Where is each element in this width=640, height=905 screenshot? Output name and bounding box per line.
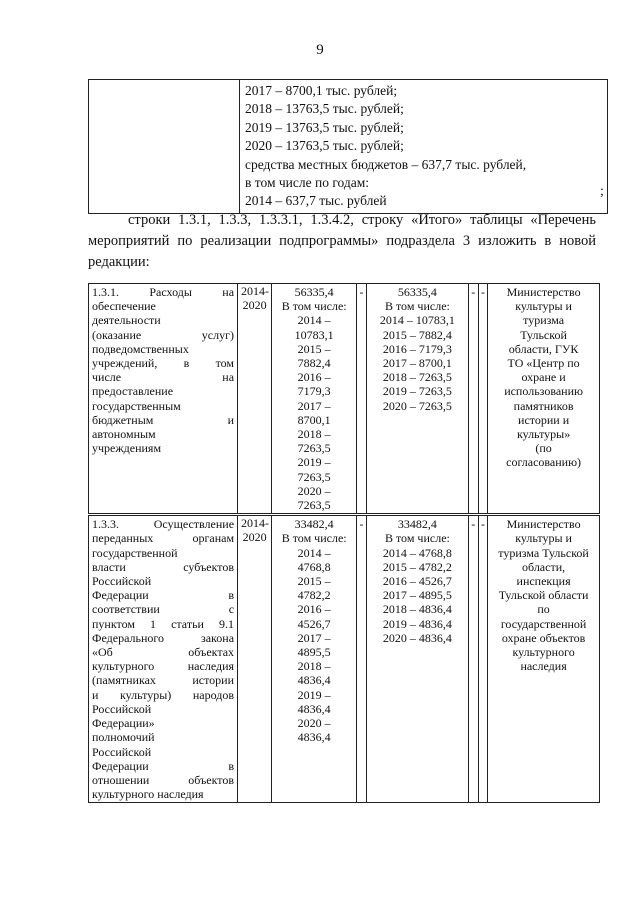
cell-line: (памятниках истории xyxy=(92,673,235,688)
cell-line: В том числе: xyxy=(384,531,450,546)
federal-funding-cell: - xyxy=(357,515,367,803)
regional-funding-cell xyxy=(366,284,468,515)
cell-line: соответствии с xyxy=(92,602,235,617)
funding-line: 2019 – 13763,5 тыс. рублей; xyxy=(245,119,404,135)
measure-name-cell xyxy=(89,515,238,803)
cell-line: и культуры) народов xyxy=(92,687,235,702)
cell-line: 2019 – xyxy=(297,455,331,470)
cell-line: Федерации» xyxy=(92,716,155,731)
cell-line: Российской xyxy=(92,574,152,589)
cell-line: 2017 – xyxy=(297,630,331,645)
cell-line: полномочий xyxy=(92,730,155,745)
cell-line: охране и xyxy=(521,370,566,385)
cell-line: Тульской области xyxy=(498,588,589,603)
cell-line: 2014- xyxy=(241,516,270,531)
table-row xyxy=(89,515,600,803)
cell-line: согласованию) xyxy=(506,455,582,470)
cell-line: 33482,4 xyxy=(294,517,334,532)
cell-line: 2016 – 4526,7 xyxy=(382,574,452,589)
cell-line: учреждений, в том xyxy=(92,356,235,371)
instruction-paragraph xyxy=(88,210,596,273)
cell-line: ТО «Центр по xyxy=(507,356,580,371)
executor-cell xyxy=(488,284,600,515)
cell-line: 2015 – xyxy=(297,341,331,356)
cell-line: инспекция xyxy=(516,574,571,589)
cell-line: 2018 – 4836,4 xyxy=(382,602,452,617)
cell-line: В том числе: xyxy=(281,531,347,546)
funding-line: 2017 – 8700,1 тыс. рублей; xyxy=(245,83,398,98)
cell-line: истории и xyxy=(518,412,570,427)
cell-line: 33482,4 xyxy=(397,517,437,532)
cell-line: Тульской xyxy=(520,327,567,342)
cell-line: В том числе: xyxy=(281,299,347,314)
cell-line: «Об объектах xyxy=(92,645,235,660)
cell-line: 2015 – 7882,4 xyxy=(382,327,452,342)
federal-funding-cell: - xyxy=(357,284,367,515)
cell-line: 7263,5 xyxy=(297,441,331,456)
funding-line: в том числе по годам: xyxy=(245,175,370,191)
cell-line: 2014 – xyxy=(297,545,331,560)
cell-line: 2020 – xyxy=(297,483,331,498)
extrabudget-funding-cell: - xyxy=(478,515,488,803)
cell-line: 2018 – xyxy=(297,659,331,674)
cell-line: 7882,4 xyxy=(297,356,331,371)
regional-funding-cell xyxy=(366,515,468,803)
cell-line: культуры и xyxy=(515,531,572,546)
extrabudget-funding-cell: - xyxy=(478,284,488,515)
instruction-text: строки 1.3.1, 1.3.3, 1.3.3.1, 1.3.4.2, строку «Итого» таблицы «Перечень мероприятий по реализации подпрограммы» подраздела 3 изложить в новой редакции: xyxy=(88,212,596,270)
cell-line: использованию xyxy=(504,384,583,399)
cell-line: (оказание услуг) xyxy=(92,327,235,342)
funding-line: 2014 – 637,7 тыс. рублей xyxy=(245,193,387,209)
cell-line: государственным xyxy=(92,398,181,413)
cell-line: 2016 – xyxy=(297,602,331,617)
page-number: 9 xyxy=(316,42,324,58)
cell-line: 2020 – 7263,5 xyxy=(382,398,452,413)
cell-line: государственной xyxy=(500,616,587,631)
cell-line: наследия xyxy=(520,659,567,674)
cell-line: культурного xyxy=(512,645,575,660)
cell-line: Министерство xyxy=(506,517,581,532)
cell-line: 4836,4 xyxy=(297,673,331,688)
continuation-table xyxy=(88,79,608,214)
total-funding-cell xyxy=(272,515,357,803)
cell-line: 2014 – xyxy=(297,313,331,328)
cell-line: 1.3.1. Расходы на xyxy=(92,285,235,299)
years-cell xyxy=(238,515,272,803)
cell-line: 2020 – xyxy=(297,716,331,731)
cell-line: 1.3.3. Осуществление xyxy=(92,517,235,532)
funding-line: 2020 – 13763,5 тыс. рублей; xyxy=(245,138,404,154)
cell-line: 2018 – xyxy=(297,427,331,442)
years-cell xyxy=(238,284,272,515)
cell-line: В том числе: xyxy=(384,299,450,314)
cell-line: туризма Тульской xyxy=(498,545,589,560)
cell-line: 4836,4 xyxy=(297,701,331,716)
executor-cell xyxy=(488,515,600,803)
cell-line: 2014 – 10783,1 xyxy=(379,313,455,328)
cell-line: 7263,5 xyxy=(297,498,331,513)
cell-line: 2015 – xyxy=(297,574,331,589)
cell-line: 2017 – xyxy=(297,398,331,413)
cell-line: подведомственных xyxy=(92,341,189,356)
cell-line: Федерации в xyxy=(92,588,235,603)
cell-line: пунктом 1 статьи 9.1 xyxy=(92,616,235,631)
measure-name-cell xyxy=(89,284,238,515)
cell-line: культуры» xyxy=(516,427,571,442)
cell-line: 2017 – 4895,5 xyxy=(382,588,452,603)
total-funding-cell xyxy=(272,284,357,515)
cell-line: 4782,2 xyxy=(297,588,331,603)
cell-line: области, xyxy=(522,559,566,574)
cell-line: (по xyxy=(535,441,552,456)
cell-line: 2015 – 4782,2 xyxy=(382,559,452,574)
cell-line: 2016 – 7179,3 xyxy=(382,341,452,356)
cell-line: 2020 xyxy=(242,297,267,312)
measures-table xyxy=(88,283,600,803)
cell-line: охране объектов xyxy=(501,630,586,645)
cell-line: предоставление xyxy=(92,384,174,399)
cell-line: числе на xyxy=(92,370,235,385)
cell-line: 2019 – 4836,4 xyxy=(382,616,452,631)
cell-line: 4836,4 xyxy=(297,730,331,745)
continuation-funding-cell xyxy=(240,80,608,214)
cell-line: Российской xyxy=(92,744,152,759)
cell-line: 2020 xyxy=(242,529,267,544)
cell-line: Российской xyxy=(92,701,152,716)
cell-line: государственной xyxy=(92,545,178,560)
cell-line: 2014- xyxy=(241,284,270,298)
cell-line: деятельности xyxy=(92,313,161,328)
local-funding-cell: - xyxy=(469,515,479,803)
cell-line: 7179,3 xyxy=(297,384,331,399)
cell-line: 2019 – 7263,5 xyxy=(382,384,452,399)
cell-line: памятников xyxy=(513,398,574,413)
cell-line: 2016 – xyxy=(297,370,331,385)
cell-line: 2017 – 8700,1 xyxy=(382,356,452,371)
cell-line: 2019 – xyxy=(297,687,331,702)
cell-line: культуры и xyxy=(515,299,572,314)
cell-line: культурного наследия xyxy=(92,787,204,802)
cell-line: 2018 – 7263,5 xyxy=(382,370,452,385)
table-row xyxy=(89,284,600,515)
cell-line: 7263,5 xyxy=(297,469,331,484)
cell-line: 2014 – 4768,8 xyxy=(382,545,452,560)
cell-line: туризма xyxy=(523,313,565,328)
cell-line: Министерство xyxy=(506,285,581,299)
cell-line: 2020 – 4836,4 xyxy=(382,630,452,645)
cell-line: культурного наследия xyxy=(92,659,235,674)
cell-line: обеспечение xyxy=(92,299,156,314)
funding-line: 2018 – 13763,5 тыс. рублей; xyxy=(245,101,404,117)
cell-line: по xyxy=(537,602,550,617)
cell-line: власти субъектов xyxy=(92,559,235,574)
cell-line: Федерального закона xyxy=(92,630,235,645)
cell-line: 8700,1 xyxy=(297,412,331,427)
funding-line: средства местных бюджетов – 637,7 тыс. рублей, xyxy=(245,156,527,172)
cell-line: отношении объектов xyxy=(92,772,235,787)
cell-line: учреждениям xyxy=(92,441,162,456)
cell-line: 4526,7 xyxy=(297,616,331,631)
cell-line: Федерации в xyxy=(92,758,235,773)
continuation-empty-cell xyxy=(89,80,240,214)
cell-line: 56335,4 xyxy=(294,285,334,299)
trailing-semicolon: ; xyxy=(600,184,604,199)
cell-line: 56335,4 xyxy=(397,285,437,299)
cell-line: автономным xyxy=(92,427,156,442)
cell-line: переданных органам xyxy=(92,531,235,546)
cell-line: 10783,1 xyxy=(294,327,334,342)
local-funding-cell: - xyxy=(469,284,479,515)
cell-line: 4768,8 xyxy=(297,559,331,574)
cell-line: области, ГУК xyxy=(508,341,579,356)
cell-line: 4895,5 xyxy=(297,645,331,660)
cell-line: бюджетным и xyxy=(92,412,235,427)
